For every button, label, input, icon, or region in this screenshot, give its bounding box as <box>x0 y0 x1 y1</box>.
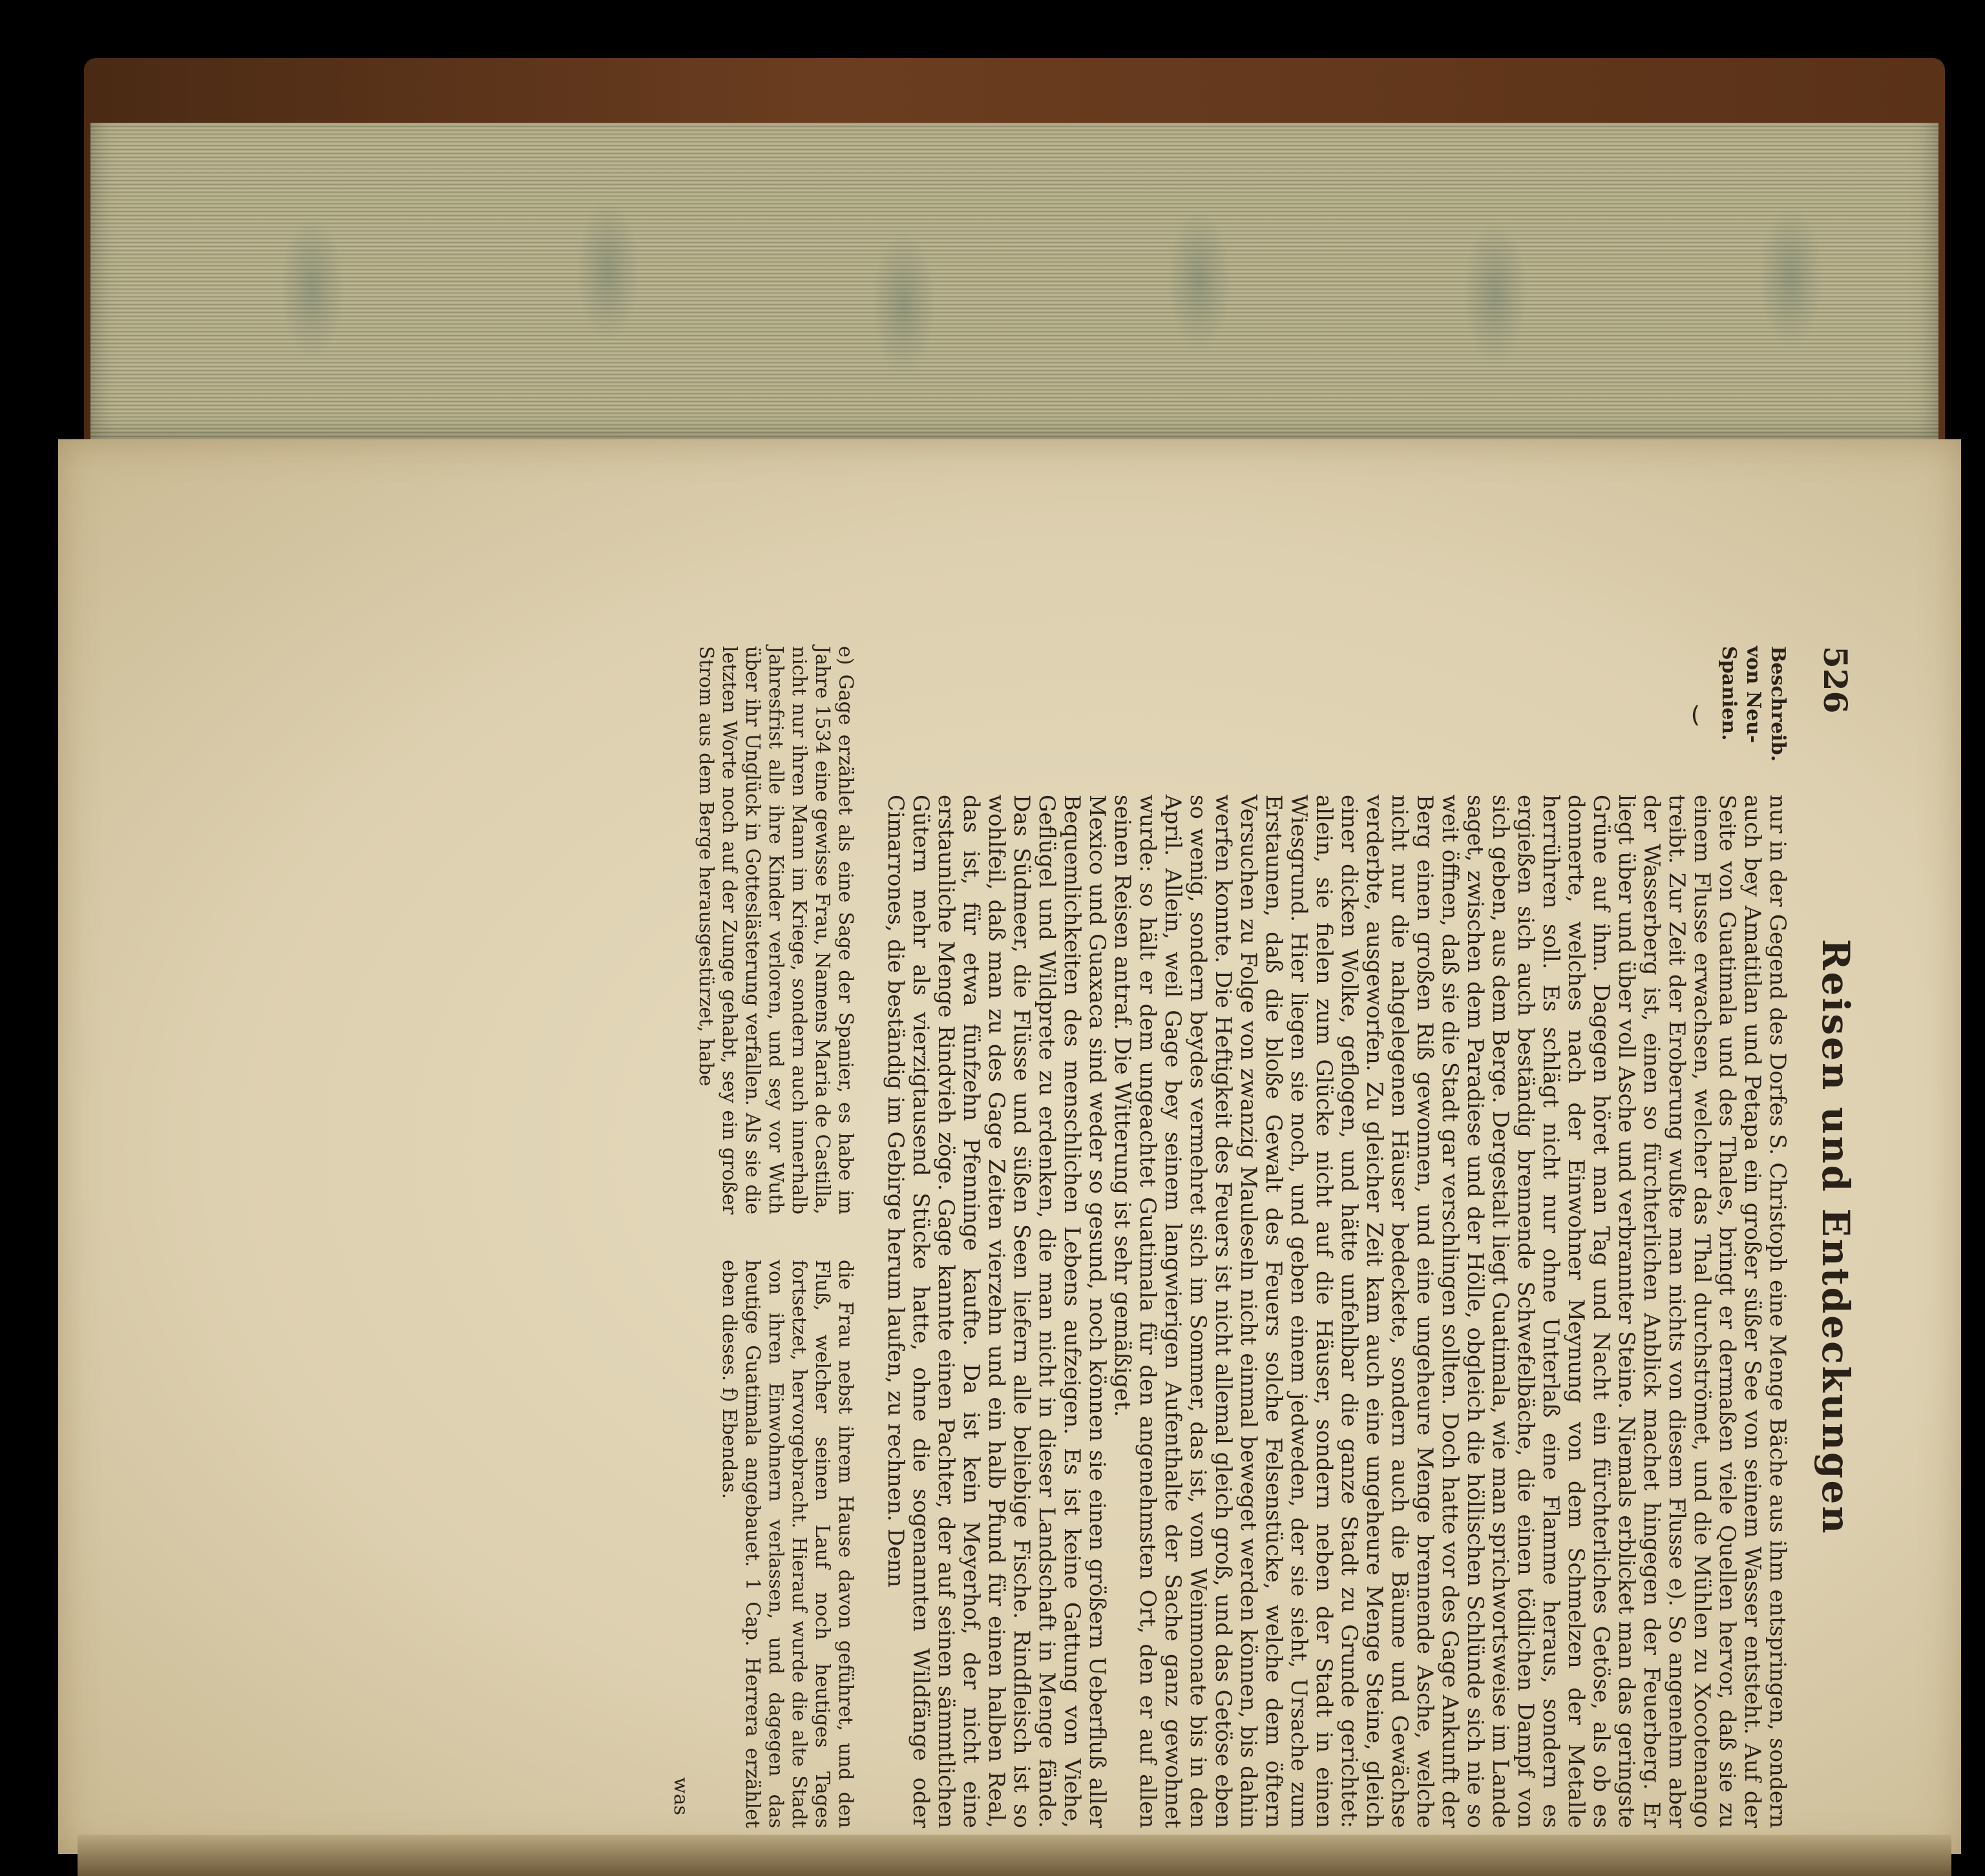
paragraph: Mexico und Guaxaca sind weder so gesund, noch können sie einen größern Ueberfluß aller Bequemlichkeiten des menschlichen Lebens aufzeigen. Es ist keine Gattung von Viehe, Geflügel und Wildprete zu erdenken, die man nicht in dieser Landschaft in Menge fände. Das Südmeer, die Flüsse und süßen Seen liefern alle beliebige Fische. Rindfleisch ist so wohlfeil, daß man zu des Gage Zeiten vierzehn und ein halb Pfund für einen halben Real, das ist, für etwa fünfzehn Pfenninge kaufte. Da ist kein Meyerhof, der nicht eine erstaunliche Menge Rindvieh zöge. Gage kannte einen Pachter, der auf seinen sämmtlichen Gütern mehr als vierzigtausend Stücke hatte, ohne die sogenannten Wildfänge oder Cimarrones, die beständig im Gebirge herum laufen, zu rechnen. Denn <box>883 795 1110 1828</box>
page-edges <box>90 123 1938 452</box>
page-header <box>1790 646 1858 1828</box>
footnotes <box>694 646 857 1828</box>
page-body <box>883 646 1790 1828</box>
page-number: 526 <box>1816 646 1854 714</box>
paragraph: nur in der Gegend des Dorfes S. Christoph eine Menge Bäche aus ihm entspringen, sondern auch bey Amatitlan und Petapa ein großer süßer See von seinem Wasser entsteht. Auf der Seite von Guatimala und des Thales, bringt er dermaßen viele Quellen hervor, daß sie zu einem Flusse erwachsen, welcher das Thal durchströmet, und die Mühlen zu Xocotenango treibt. Zur Zeit der Eroberung wußte man nichts von diesem Flusse e). So angenehm aber der Wasserberg ist, einen so fürchterlichen Anblick machet hingegen der Feuerberg. Er liegt über und über voll Asche und verbrannter Steine. Niemals erblicket man das geringste Grüne auf ihm. Dagegen höret man Tag und Nacht ein fürchterliches Getöse, als ob es donnerte, welches nach der Einwohner Meynung von dem Schmelzen der Metalle herrühren soll. Es schlägt nicht nur ohne Unterlaß eine Flamme heraus, sondern es ergießen sich auch beständig brennende Schwefelbäche, die einen tödlichen Dampf von sich geben, aus dem Berge. Dergestalt liegt Guatimala, wie man sprichwortsweise im Lande saget, zwischen dem Paradiese und der Hölle, obgleich die höllischen Schlünde sich nie so weit öffnen, daß sie die Stadt gar verschlingen sollten. Doch hatte vor des Gage Ankunft der Berg einen großen Riß gewonnen, und eine ungeheure Menge brennende Asche, welche nicht nur die nahgelegenen Häuser bedeckete, sondern auch die Bäume und Gewächse verderbte, ausgeworfen. Zu gleicher Zeit kam auch eine ungeheure Menge Steine, gleich einer dicken Wolke, geflogen, und hätte unfehlbar die ganze Stadt zu Grunde gerichtet: allein, sie fielen zum Glücke nicht auf die Häuser, sondern neben der Stadt in einen Wiesgrund. Hier liegen sie noch, und geben einem jedweden, der sie sieht, Ursache zum Erstaunen, daß die bloße Gewalt des Feuers solche Felsenstücke, welche dem öftern Versuchen zu Folge von zwanzig Mauleseln nicht einmal beweget werden können, bis dahin werfen konnte. Die Heftigkeit des Feuers ist nicht allemal gleich groß, und das Getöse eben so wenig, sondern beydes vermehret sich im Sommer, das ist, vom Weinmonate bis in den April. Allein, weil Gage bey seinem langwierigen Aufenthalte der Sache ganz gewohnet wurde: so hält er dem ungeachtet Guatimala für den angenehmsten Ort, den er auf allen seinen Reisen antraf. Die Witterung ist sehr gemäßiget. <box>1109 795 1791 1828</box>
margin-note-text: Beschreib. von Neu-Spanien. <box>1717 646 1789 762</box>
margin-brace-icon: ⏝ <box>1694 705 1719 725</box>
page-content <box>620 646 1858 1828</box>
edge-marbling <box>90 123 1938 452</box>
page-stack-bottom <box>78 1835 1951 1876</box>
running-head: Reisen und Entdeckungen <box>1814 939 1858 1536</box>
page-footer <box>668 646 694 1828</box>
catchword: was <box>669 1777 692 1815</box>
margin-note <box>1694 646 1790 785</box>
footnote-left <box>694 646 857 1214</box>
footnote-text: e) Gage erzählet als eine Sage der Spanier, es habe im Jahre 1534 eine gewisse Frau, Namens Maria de Castilla, nicht nur ihren Mann im Kriege, sondern auch innerhalb Jahresfrist alle ihre Kinder verloren, und sey vor Wuth über ihr Unglück in Gotteslästerung verfallen. Als sie die letzten Worte noch auf der Zunge gehabt, sey ein großer Strom aus dem Berge herausgestürzet, habe <box>695 646 857 1214</box>
footnote-right <box>694 1260 857 1828</box>
footnote-text: die Frau nebst ihrem Hause davon geführet, und den Fluß, welcher seinen Lauf noch heutiges Tages fortsetzet, hervorgebracht. Hierauf wurde die alte Stadt von ihren Einwohnern verlassen, und dagegen das heutige Guatimala angebauet. 1 Cap. Herrera erzählet eben dieses. f) Ebendas. <box>718 1260 857 1828</box>
